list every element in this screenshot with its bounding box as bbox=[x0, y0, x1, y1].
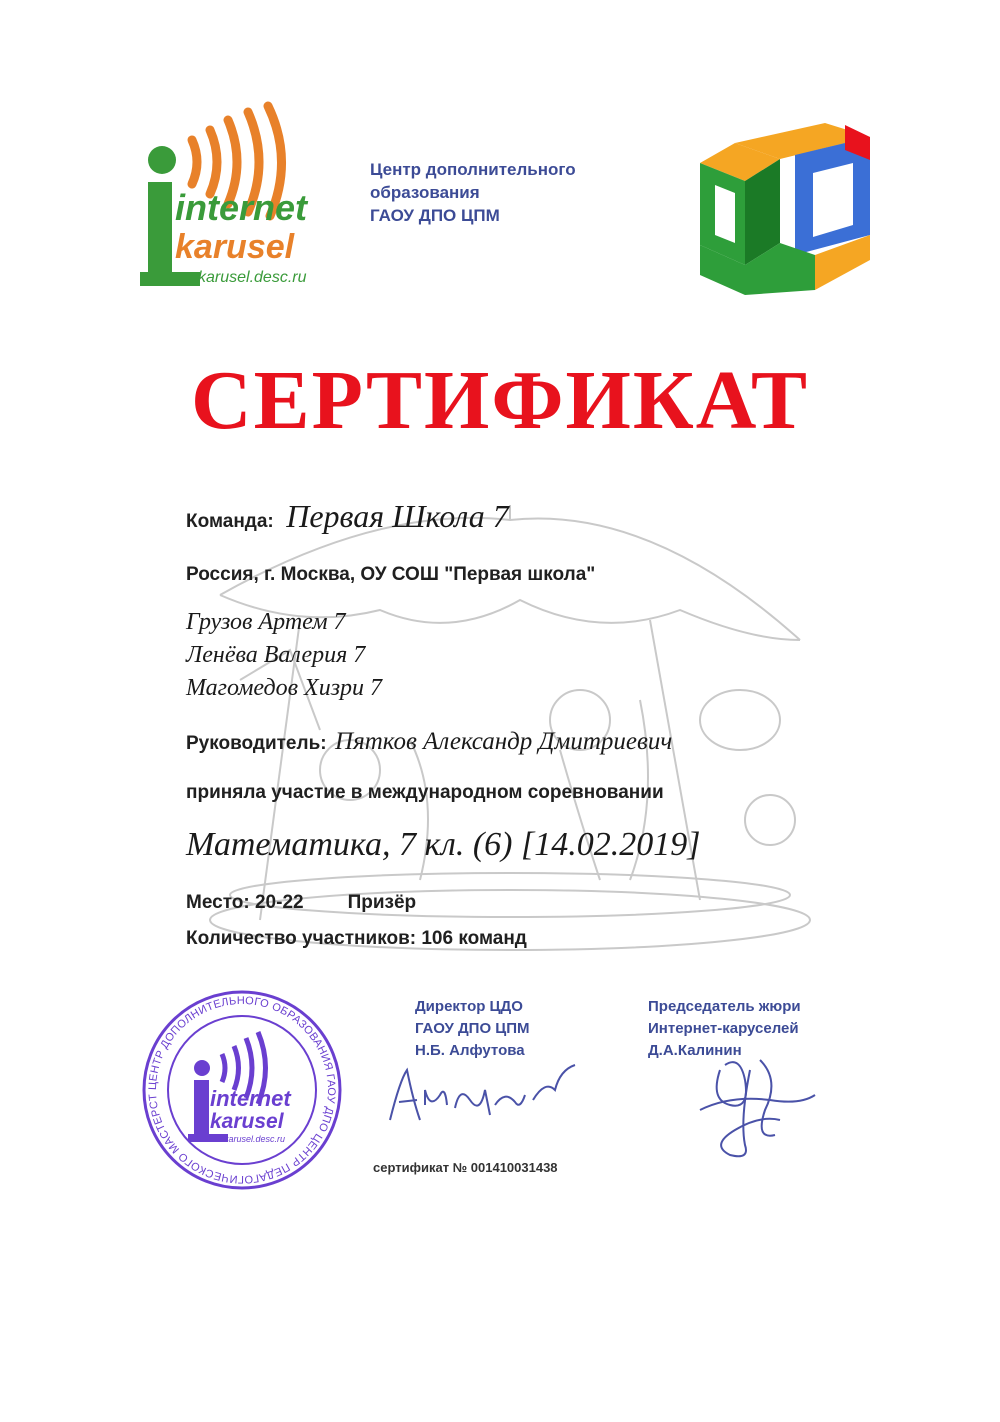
internet-karusel-logo bbox=[130, 100, 335, 295]
center-name-line-1: Центр дополнительного bbox=[370, 160, 576, 179]
participation-text: приняла участие в международном соревновании bbox=[186, 782, 664, 803]
director-org: ГАОУ ДПО ЦПМ bbox=[415, 1020, 530, 1037]
leader-label: Руководитель: bbox=[186, 733, 327, 754]
center-name-line-2: образования bbox=[370, 183, 480, 202]
participants-count: Количество участников: 106 команд bbox=[186, 928, 527, 949]
logo-word-karusel: karusel bbox=[175, 228, 295, 266]
official-stamp bbox=[140, 988, 345, 1193]
team-name: Первая Школа 7 bbox=[286, 498, 509, 534]
director-signature bbox=[385, 1060, 585, 1135]
stamp-ring-text: ЦЕНТР ДОПОЛНИТЕЛЬНОГО ОБРАЗОВАНИЯ ГАОУ ДПО ЦЕНТР ПЕДАГОГИЧЕСКОГО МАСТЕРСТ bbox=[146, 994, 338, 1186]
certificate-number: сертификат № 001410031438 bbox=[373, 1160, 558, 1175]
member-2: Ленёва Валерия 7 bbox=[186, 642, 366, 668]
chair-title: Председатель жюри bbox=[648, 998, 801, 1015]
place-line bbox=[186, 892, 416, 914]
place-status: Призёр bbox=[347, 892, 417, 913]
stamp-word-karusel: karusel bbox=[210, 1110, 284, 1133]
stamp-url: karusel.desc.ru bbox=[224, 1134, 286, 1144]
leader-name: Пятков Александр Дмитриевич bbox=[335, 728, 673, 755]
cpm-logo bbox=[695, 115, 880, 300]
team-line bbox=[186, 498, 509, 535]
member-3: Магомедов Хизри 7 bbox=[186, 675, 383, 701]
chair-org: Интернет-каруселей bbox=[648, 1020, 799, 1037]
director-title: Директор ЦДО bbox=[415, 998, 523, 1015]
logo-url: karusel.desc.ru bbox=[198, 269, 307, 286]
logo-word-internet: internet bbox=[175, 187, 308, 228]
leader-line bbox=[186, 728, 672, 756]
chair-signature bbox=[690, 1050, 820, 1165]
place-label: Место: 20-22 bbox=[186, 892, 304, 913]
center-name bbox=[370, 158, 660, 227]
director-block bbox=[415, 996, 530, 1062]
team-location: Россия, г. Москва, ОУ СОШ "Первая школа" bbox=[186, 564, 596, 585]
competition-name: Математика, 7 кл. (6) [14.02.2019] bbox=[186, 826, 701, 863]
chair-name: Д.А.Калинин bbox=[648, 1042, 742, 1059]
stamp-word-internet: internet bbox=[210, 1086, 291, 1111]
member-1: Грузов Артем 7 bbox=[186, 609, 346, 635]
team-label: Команда: bbox=[186, 511, 274, 532]
center-name-line-3: ГАОУ ДПО ЦПМ bbox=[370, 206, 500, 225]
director-name: Н.Б. Алфутова bbox=[415, 1042, 525, 1059]
team-members bbox=[186, 606, 382, 705]
certificate-title: СЕРТИФИКАТ bbox=[190, 354, 810, 447]
